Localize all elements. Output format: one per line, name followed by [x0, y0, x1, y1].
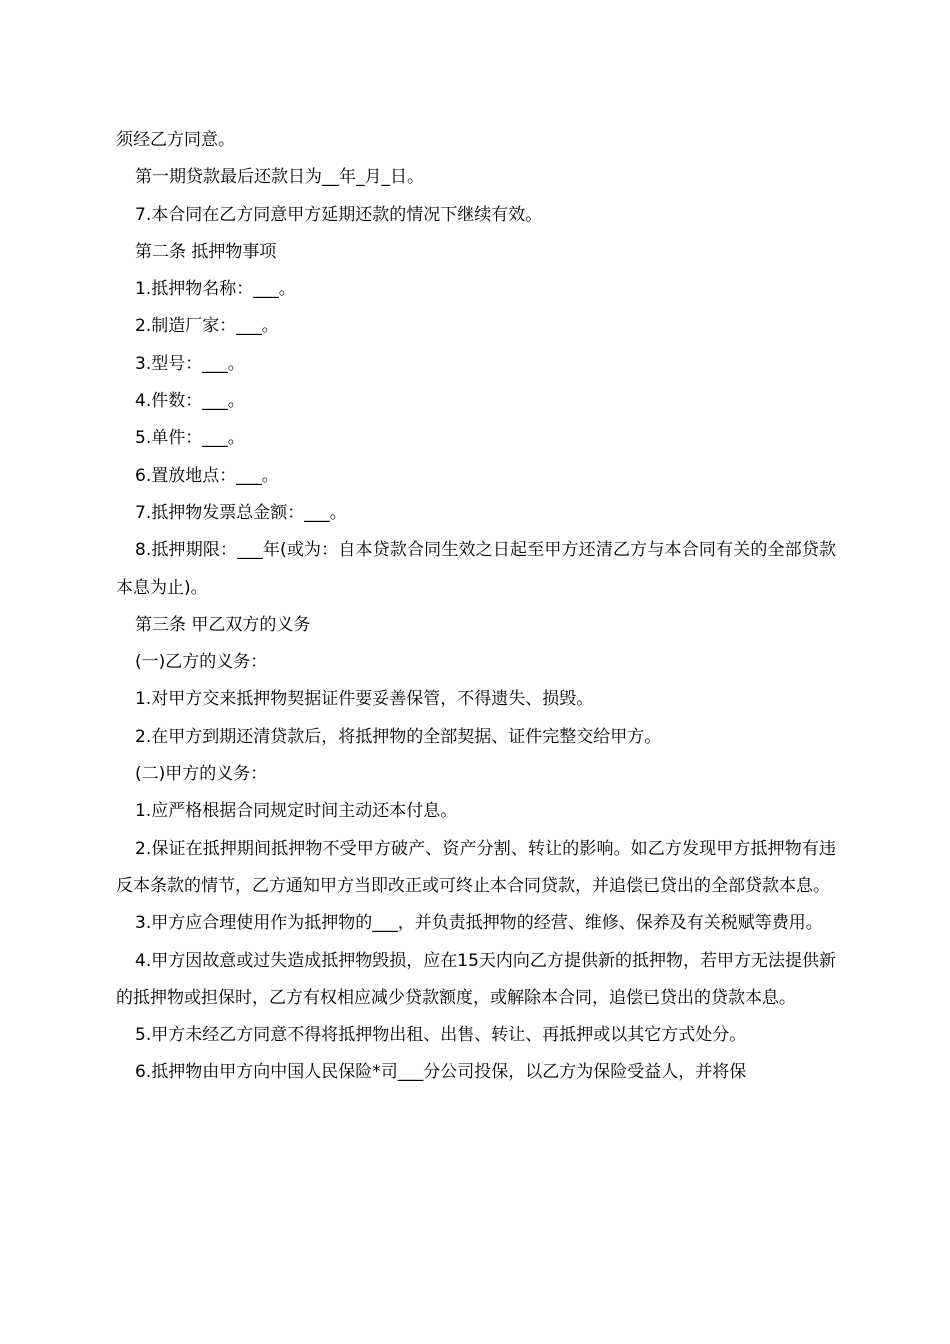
paragraph: 7.本合同在乙方同意甲方延期还款的情况下继续有效。 — [135, 204, 543, 225]
subsection-heading: (二)甲方的义务： — [135, 764, 268, 785]
paragraph: 6.置放地点：___。 — [135, 465, 279, 486]
paragraph: 2.制造厂家：___。 — [135, 316, 279, 337]
subsection-heading: (一)乙方的义务： — [135, 652, 268, 673]
paragraph: 2.保证在抵押期间抵押物不受甲方破产、资产分割、转让的影响。如乙方发现甲方抵押物有违反本条款的情节，乙方通知甲方当即改正或可终止本合同贷款，并追偿已贷出的全部贷款本息。 — [116, 838, 836, 896]
paragraph: 3.型号：___。 — [135, 353, 245, 374]
paragraph: 6.抵押物由甲方向中国人民保险*司___分公司投保，以乙方为保险受益人，并将保 — [135, 1062, 747, 1083]
document-body — [116, 122, 836, 1092]
paragraph: 8.抵押期限：___年(或为：自本贷款合同生效之日起至甲方还清乙方与本合同有关的全部贷款本息为止)。 — [116, 540, 836, 598]
paragraph: 4.件数：___。 — [135, 391, 245, 412]
paragraph: 第一期贷款最后还款日为__年_月_日。 — [135, 167, 424, 188]
section-heading: 第三条 甲乙双方的义务 — [135, 614, 311, 635]
paragraph: 3.甲方应合理使用作为抵押物的___，并负责抵押物的经营、维修、保养及有关税赋等费用。 — [135, 913, 823, 934]
paragraph: 7.抵押物发票总金额：___。 — [135, 502, 347, 523]
paragraph: 须经乙方同意。 — [116, 130, 235, 150]
section-heading: 第二条 抵押物事项 — [135, 241, 277, 262]
paragraph: 1.应严格根据合同规定时间主动还本付息。 — [135, 801, 458, 822]
paragraph: 5.甲方未经乙方同意不得将抵押物出租、出售、转让、再抵押或以其它方式处分。 — [135, 1025, 747, 1046]
paragraph: 5.单件：___。 — [135, 428, 245, 449]
paragraph: 4.甲方因故意或过失造成抵押物毁损，应在15天内向乙方提供新的抵押物，若甲方无法提供新的抵押物或担保时，乙方有权相应减少贷款额度，或解除本合同，追偿已贷出的贷款本息。 — [116, 950, 836, 1008]
paragraph: 1.抵押物名称：___。 — [135, 279, 296, 300]
paragraph: 1.对甲方交来抵押物契据证件要妥善保管，不得遗失、损毁。 — [135, 689, 594, 710]
paragraph: 2.在甲方到期还清贷款后，将抵押物的全部契据、证件完整交给甲方。 — [135, 726, 662, 747]
